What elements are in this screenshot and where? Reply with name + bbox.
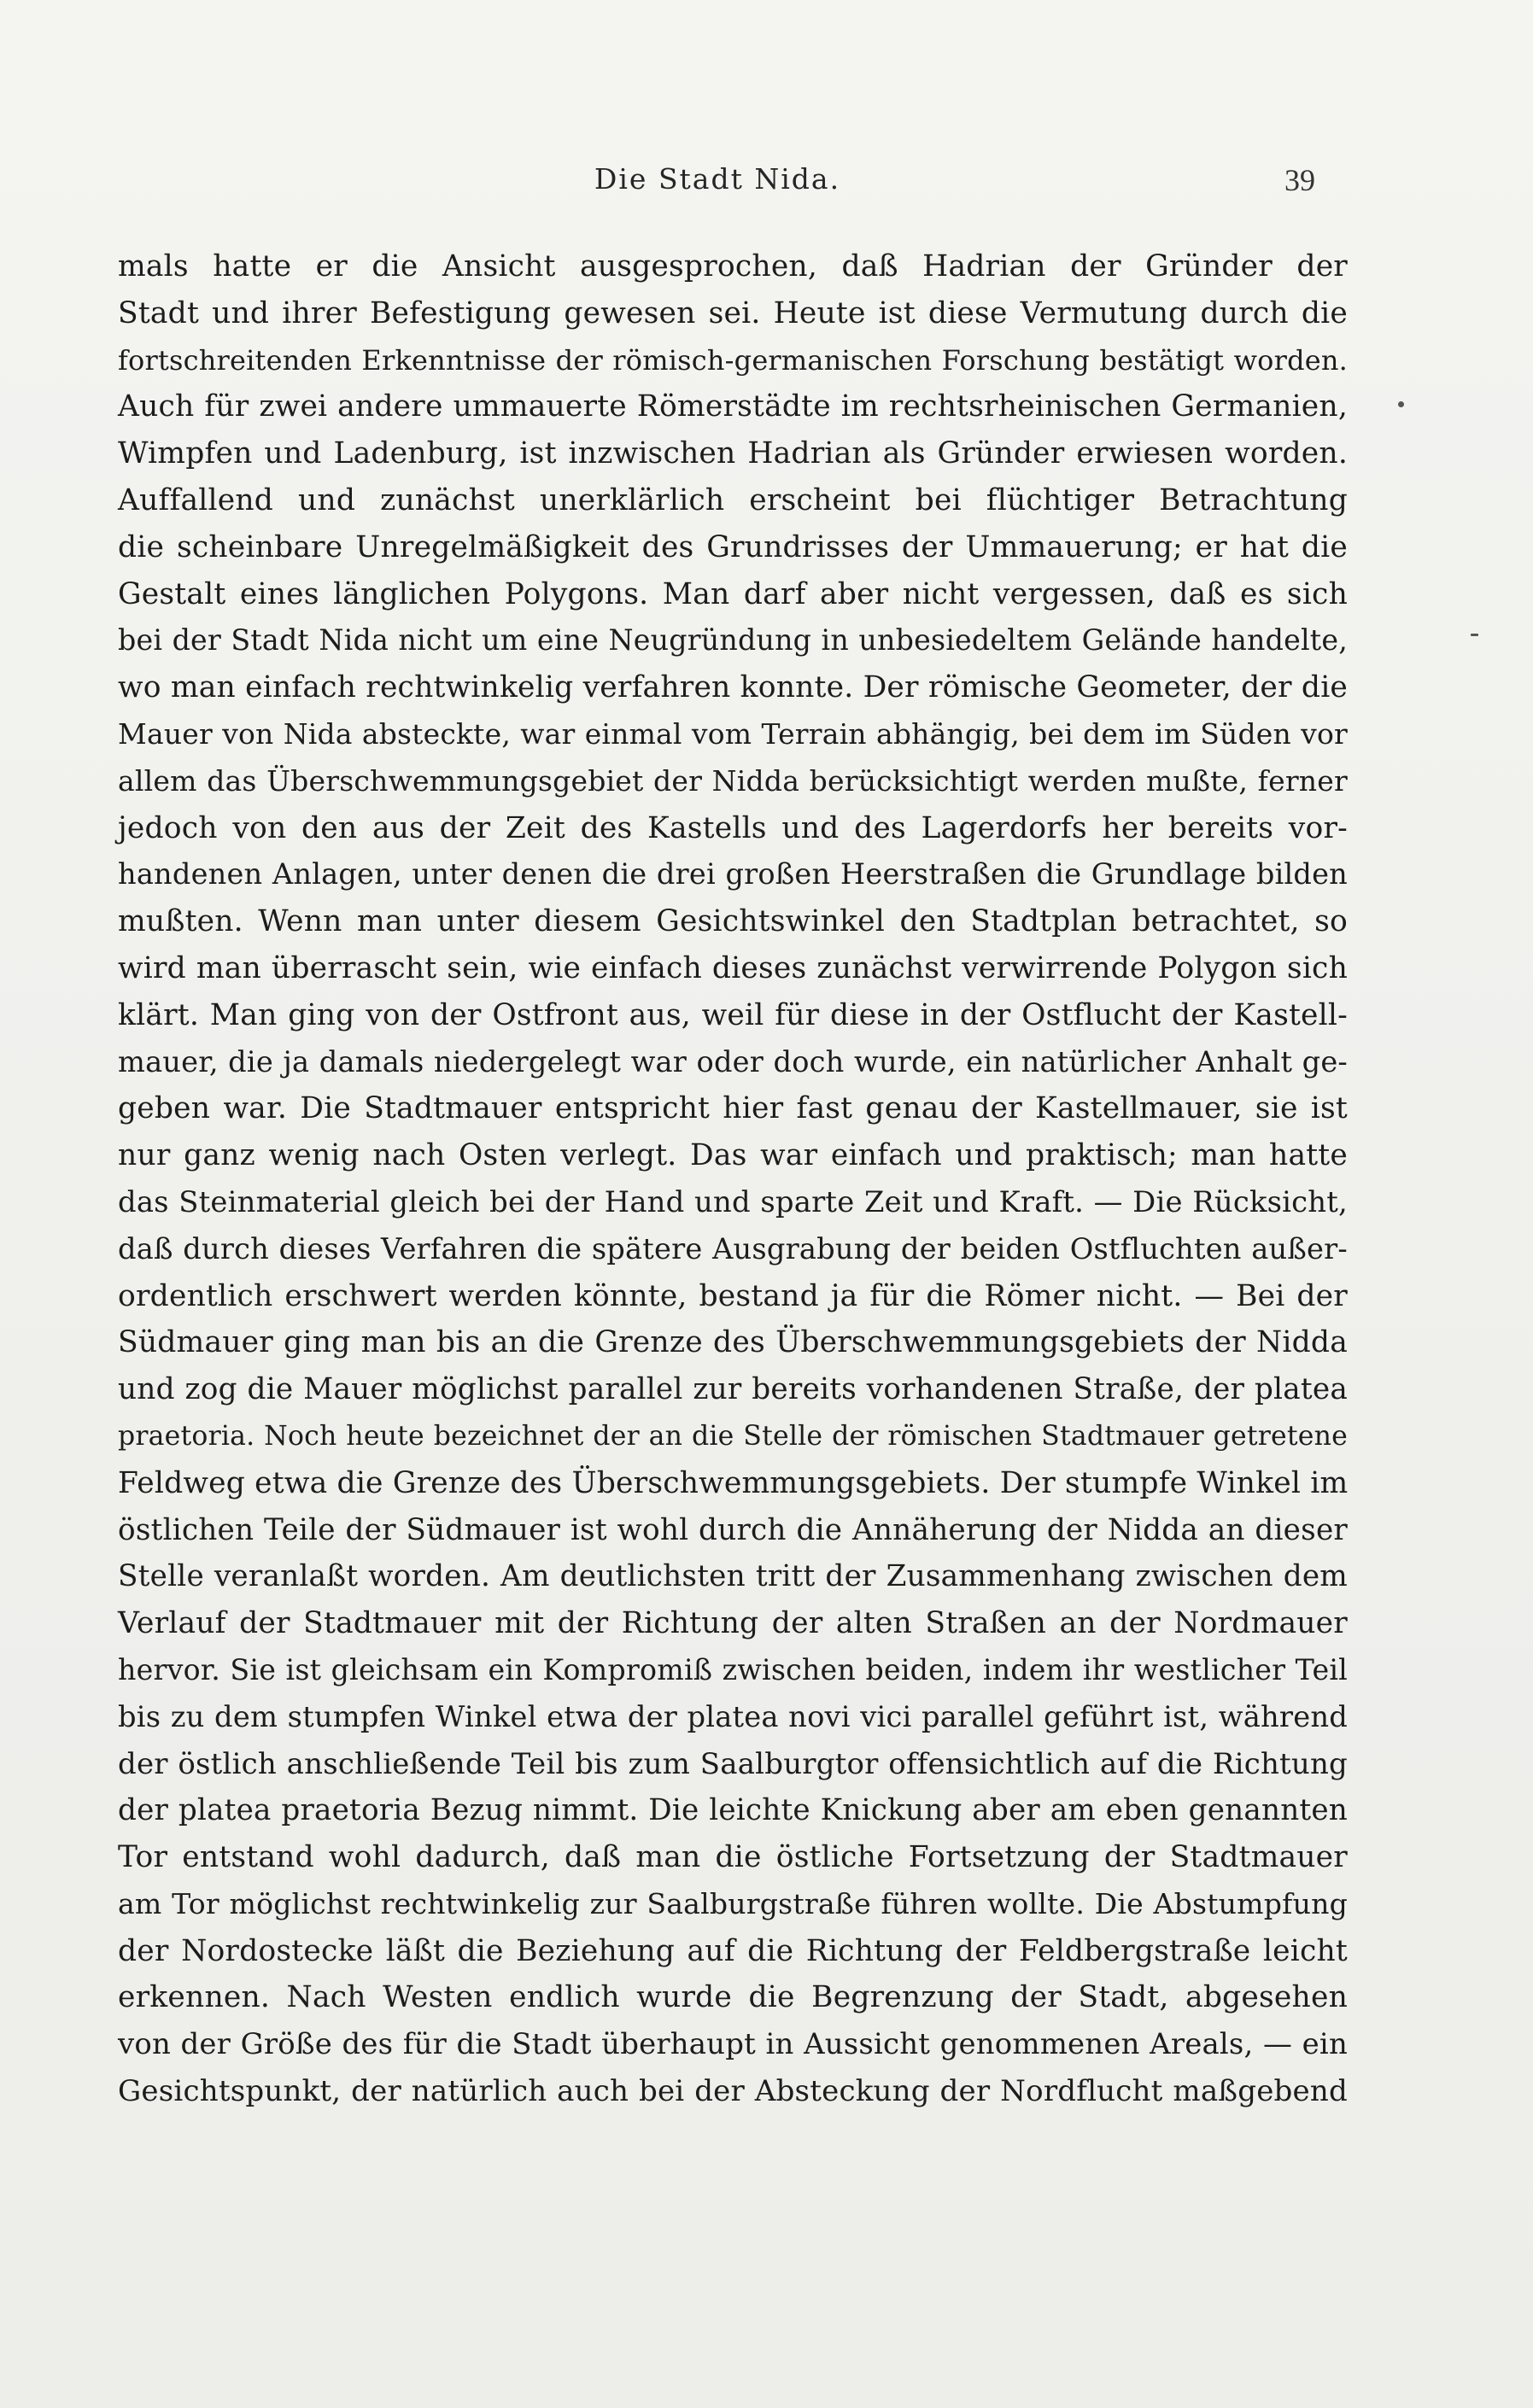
text-line: Wimpfen und Ladenburg, ist inzwischen Hadrian als Gründer erwiesen worden. xyxy=(118,436,1348,471)
text-line: Südmauer ging man bis an die Grenze des Überschwemmungsgebiets der Nidda xyxy=(118,1325,1348,1360)
text-line: daß durch dieses Verfahren die spätere Ausgrabung der beiden Ostfluchten außer- xyxy=(118,1231,1348,1265)
margin-dash xyxy=(1471,634,1478,636)
text-line: handenen Anlagen, unter denen die drei großen Heerstraßen die Grundlage bilden xyxy=(118,857,1348,891)
text-line: allem das Überschwemmungsgebiet der Nidda berücksichtigt werden mußte, ferner xyxy=(118,763,1348,798)
text-line: Verlauf der Stadtmauer mit der Richtung der alten Straßen an der Nordmauer xyxy=(118,1606,1348,1641)
text-line: ordentlich erschwert werden könnte, bestand ja für die Römer nicht. — Bei der xyxy=(118,1278,1348,1313)
text-line: fortschreitenden Erkenntnisse der römisch-germanischen Forschung bestätigt worden. xyxy=(118,343,1348,377)
page-number: 39 xyxy=(1284,163,1315,197)
text-line: das Steinmaterial gleich bei der Hand und sparte Zeit und Kraft. — Die Rücksicht, xyxy=(118,1184,1348,1219)
text-line: Auch für zwei andere ummauerte Römerstädte im rechtsrheinischen Germanien, xyxy=(118,389,1348,424)
text-line: hervor. Sie ist gleichsam ein Kompromiß zwischen beiden, indem ihr westlicher Teil xyxy=(118,1652,1348,1686)
text-line: wird man überrascht sein, wie einfach dieses zunächst verwirrende Polygon sich xyxy=(118,950,1348,985)
text-line: praetoria. Noch heute bezeichnet der an die Stelle der römischen Stadtmauer getretene xyxy=(118,1420,1348,1452)
text-line: mals hatte er die Ansicht ausgesprochen, daß Hadrian der Gründer der xyxy=(118,249,1348,283)
text-line: der Nordostecke läßt die Beziehung auf die Richtung der Feldbergstraße leicht xyxy=(118,1933,1348,1968)
text-line: Auffallend und zunächst unerklärlich erscheint bei flüchtiger Betrachtung xyxy=(118,482,1348,517)
text-line: Gesichtspunkt, der natürlich auch bei der Absteckung der Nordflucht maßgebend xyxy=(118,2074,1348,2109)
text-line: die scheinbare Unregelmäßigkeit des Grundrisses der Ummauerung; er hat die xyxy=(118,529,1348,564)
text-line: Gestalt eines länglichen Polygons. Man darf aber nicht vergessen, daß es sich xyxy=(118,576,1348,611)
text-line: der östlich anschließende Teil bis zum Saalburgtor offensichtlich auf die Richtung xyxy=(118,1746,1348,1781)
text-line: der platea praetoria Bezug nimmt. Die leichte Knickung aber am eben genannten xyxy=(118,1793,1348,1828)
text-line: klärt. Man ging von der Ostfront aus, weil für diese in der Ostflucht der Kastell- xyxy=(118,997,1348,1032)
margin-speck xyxy=(1398,401,1404,407)
text-line: Tor entstand wohl dadurch, daß man die östliche Fortsetzung der Stadtmauer xyxy=(118,1840,1348,1875)
running-title: Die Stadt Nida. xyxy=(594,162,841,196)
text-line: bis zu dem stumpfen Winkel etwa der platea novi vici parallel geführt ist, während xyxy=(118,1699,1348,1733)
text-line: von der Größe des für die Stadt überhaupt in Aussicht genommenen Areals, — ein xyxy=(118,2027,1348,2061)
text-line: Mauer von Nida absteckte, war einmal vom Terrain abhängig, bei dem im Süden vor xyxy=(118,716,1348,751)
text-line: Feldweg etwa die Grenze des Überschwemmungsgebiets. Der stumpfe Winkel im xyxy=(118,1465,1349,1500)
text-line: mußten. Wenn man unter diesem Gesichtswinkel den Stadtplan betrachtet, so xyxy=(118,904,1348,939)
text-line: jedoch von den aus der Zeit des Kastells und des Lagerdorfs her bereits vor- xyxy=(118,810,1348,845)
text-line: Stadt und ihrer Befestigung gewesen sei. Heute ist diese Vermutung durch die xyxy=(118,295,1348,330)
text-line: bei der Stadt Nida nicht um eine Neugründung in unbesiedeltem Gelände handelte, xyxy=(118,623,1348,658)
running-head xyxy=(120,162,1315,213)
text-line: wo man einfach rechtwinkelig verfahren konnte. Der römische Geometer, der die xyxy=(118,670,1349,705)
text-line: geben war. Die Stadtmauer entspricht hier fast genau der Kastellmauer, sie ist xyxy=(118,1091,1348,1126)
text-line: erkennen. Nach Westen endlich wurde die Begrenzung der Stadt, abgesehen xyxy=(118,1980,1348,2015)
text-line: nur ganz wenig nach Osten verlegt. Das war einfach und praktisch; man hatte xyxy=(118,1138,1348,1173)
text-line: östlichen Teile der Südmauer ist wohl durch die Annäherung der Nidda an dieser xyxy=(118,1512,1348,1547)
text-line: am Tor möglichst rechtwinkelig zur Saalburgstraße führen wollte. Die Abstumpfung xyxy=(118,1886,1348,1920)
text-line: und zog die Mauer möglichst parallel zur bereits vorhandenen Straße, der platea xyxy=(118,1372,1348,1407)
body-text xyxy=(118,243,1348,2115)
text-line: Stelle veranlaßt worden. Am deutlichsten tritt der Zusammenhang zwischen dem xyxy=(118,1559,1348,1594)
text-line: mauer, die ja damals niedergelegt war oder doch wurde, ein natürlicher Anhalt ge- xyxy=(118,1044,1348,1078)
